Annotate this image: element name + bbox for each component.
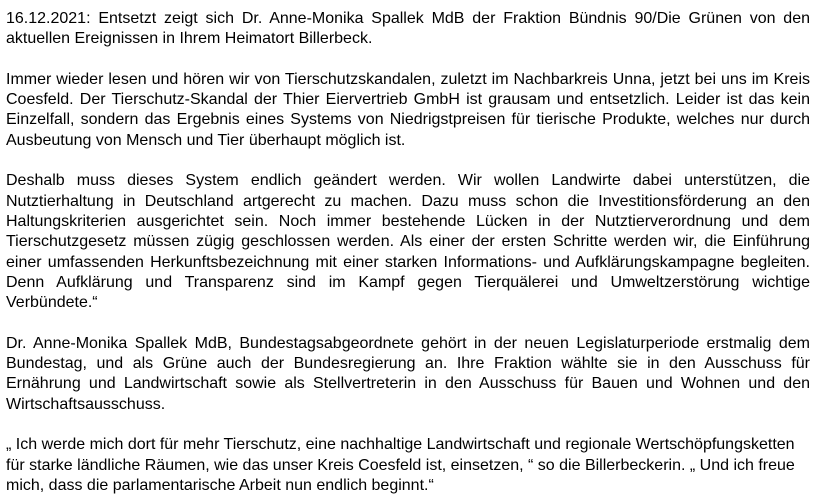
paragraph-zitat: „ Ich werde mich dort für mehr Tierschutz, eine nachhaltige Landwirtschaft und regionale Wertschöpfungsketten für starke ländliche Räumen, wie das unser Kreis Coesfeld ist, einsetzen, “ so die Billerbeckerin. „ Und ich freue mich, dass die parlamentarische Arbeit nun endlich beginnt.“ bbox=[6, 436, 795, 494]
paragraph-system-aendern: Deshalb muss dieses System endlich geändert werden. Wir wollen Landwirte dabei unterstützen, die Nutztierhaltung in Deutschland artgerecht zu machen. Dazu muss schon die Investitionsförderung an den Haltungskriterien ausgerichtet sein. Noch immer bestehende Lücken in der Nutztierverordnung und dem Tierschutzgesetz müssen zügig geschlossen werden. Als einer der ersten Schritte werden wir, die Einführung einer umfassenden Herkunftsbezeichnung mit einer starken Informations- und Aufklärungskampagne begleiten. Denn Aufklärung und Transparenz sind im Kampf gegen Tierquälerei und Umweltzerstörung wichtige Verbündete.“ bbox=[6, 172, 810, 312]
paragraph-intro: 16.12.2021: Entsetzt zeigt sich Dr. Anne-Monika Spallek MdB der Fraktion Bündnis 90/Die Grünen von den aktuellen Ereignissen in Ihrem Heimatort Billerbeck. bbox=[6, 10, 810, 48]
document-body bbox=[6, 9, 810, 496]
paragraph-tierschutz-skandal: Immer wieder lesen und hören wir von Tierschutzskandalen, zuletzt im Nachbarkreis Unna, jetzt bei uns im Kreis Coesfeld. Der Tierschutz-Skandal der Thier Eiervertrieb GmbH ist grausam und entsetzlich. Leider ist das kein Einzelfall, sondern das Ergebnis eines Systems von Niedrigstpreisen für tierische Produkte, welches nur durch Ausbeutung von Mensch und Tier überhaupt möglich ist. bbox=[6, 70, 810, 149]
paragraph-ausschuss: Dr. Anne-Monika Spallek MdB, Bundestagsabgeordnete gehört in der neuen Legislaturperiode erstmalig dem Bundestag, und als Grüne auch der Bundesregierung an. Ihre Fraktion wählte sie in den Ausschuss für Ernährung und Landwirtschaft sowie als Stellvertreterin in den Ausschuss für Bauen und Wohnen und den Wirtschaftsausschuss. bbox=[6, 334, 810, 413]
